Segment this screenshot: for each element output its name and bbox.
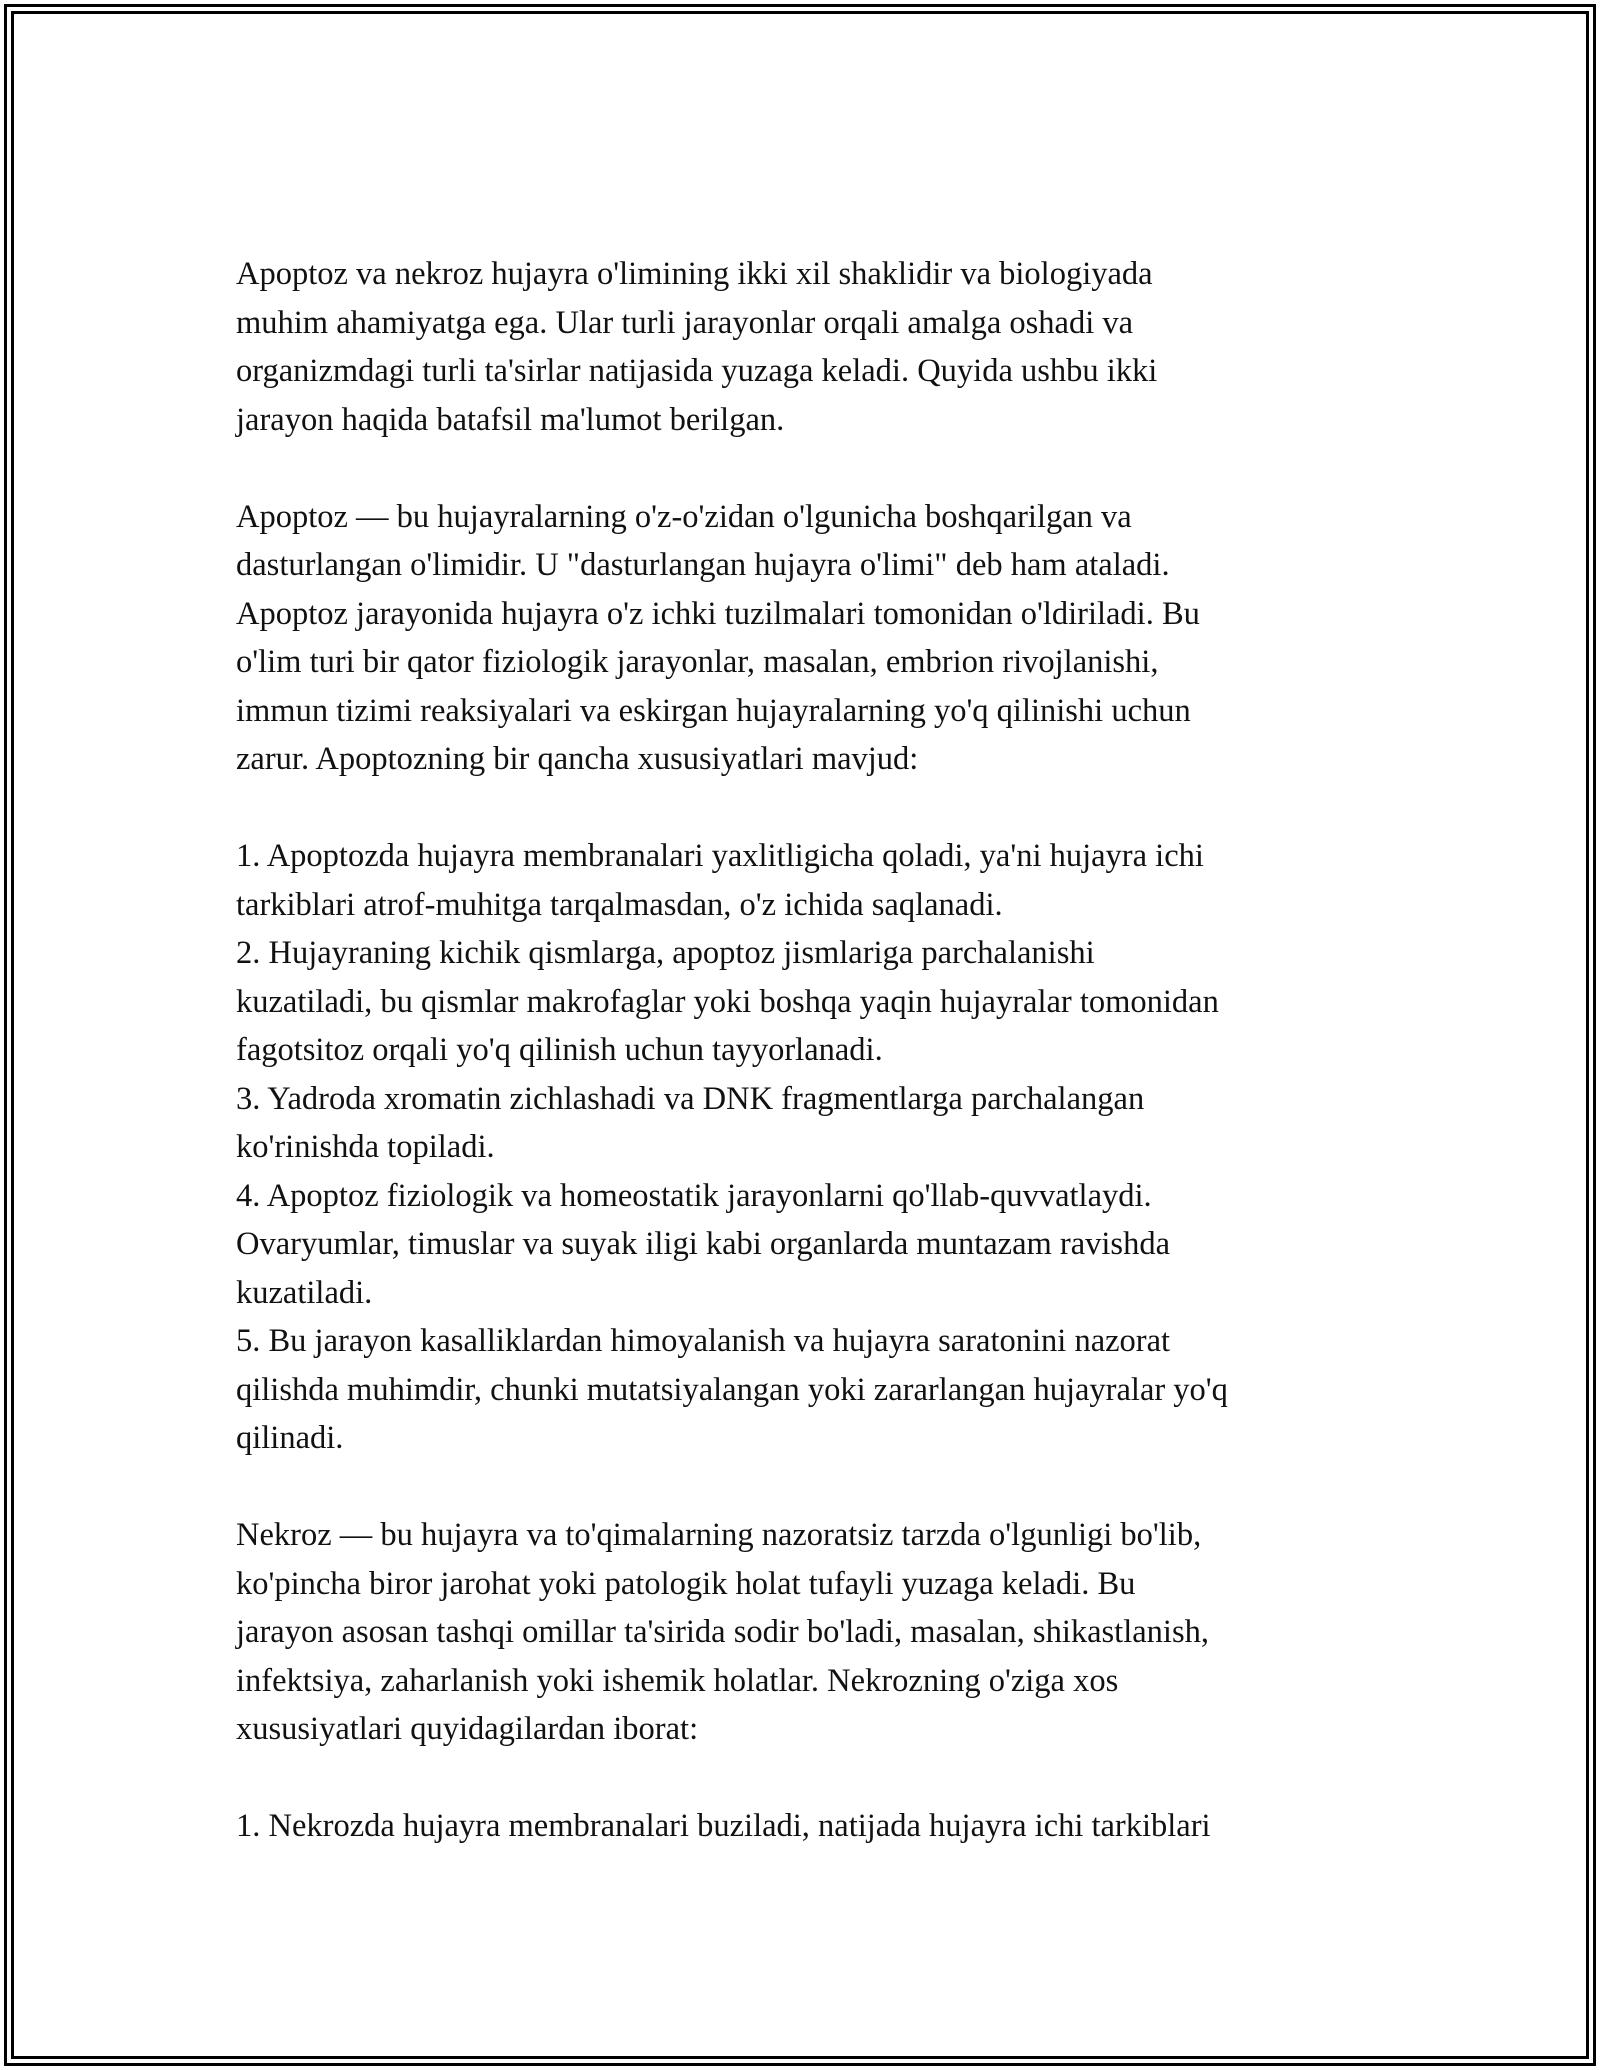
paragraph-spacer — [236, 1754, 1386, 1803]
apoptosis-list-item-5: 5. Bu jarayon kasalliklardan himoyalanish va hujayra saratonini nazorat qilishda muhimdir, chunki mutatsiyalangan yoki zararlangan hujayralar yo'q qilinadi. — [236, 1323, 1228, 1456]
apoptosis-list-item-3: 3. Yadroda xromatin zichlashadi va DNK fragmentlarga parchalangan ko'rinishda topiladi. — [236, 1080, 1145, 1165]
necrosis-list-item-1: 1. Nekrozda hujayra membranalari buziladi, natijada hujayra ichi tarkiblari — [236, 1808, 1211, 1844]
apoptosis-paragraph: Apoptoz — bu hujayralarning o'z-o'zidan o'lgunicha boshqarilgan va dasturlangan o'limidir. U "dasturlangan hujayra o'limi" deb ham ataladi. Apoptoz jarayonida hujayra o'z ichki tuzilmalari tomonidan o'ldiriladi. Bu o'lim turi bir qator fiziologik jarayonlar, masalan, embrion rivojlanishi, immun tizimi reaksiyalari va eskirgan hujayralarning yo'q qilinishi uchun zarur. Apoptozning bir qancha xususiyatlari mavjud: — [236, 498, 1200, 777]
paragraph-spacer — [236, 784, 1386, 833]
necrosis-paragraph: Nekroz — bu hujayra va to'qimalarning nazoratsiz tarzda o'lgunligi bo'lib, ko'pincha biror jarohat yoki patologik holat tufayli yuzaga keladi. Bu jarayon asosan tashqi omillar ta'sirida sodir bo'ladi, masalan, shikastlanish, infektsiya, zaharlanish yoki ishemik holatlar. Nekrozning o'ziga xos xususiyatlari quyidagilardan iborat: — [236, 1517, 1209, 1747]
apoptosis-list-item-2: 2. Hujayraning kichik qismlarga, apoptoz jismlariga parchalanishi kuzatiladi, bu qismlar makrofaglar yoki boshqa yaqin hujayralar tomonidan fagotsitoz orqali yo'q qilinish uchun tayyorlanadi. — [236, 935, 1219, 1068]
apoptosis-list-item-4: 4. Apoptoz fiziologik va homeostatik jarayonlarni qo'llab-quvvatlaydi. Ovaryumlar, timuslar va suyak iligi kabi organlarda muntazam ravishda kuzatiladi. — [236, 1177, 1171, 1311]
paragraph-spacer — [236, 1463, 1386, 1512]
paragraph-spacer — [236, 444, 1386, 493]
document-body — [236, 250, 1386, 1851]
apoptosis-list-item-1: 1. Apoptozda hujayra membranalari yaxlitligicha qoladi, ya'ni hujayra ichi tarkiblari atrof-muhitga tarqalmasdan, o'z ichida saqlanadi. — [236, 838, 1204, 923]
intro-paragraph: Apoptoz va nekroz hujayra o'limining ikki xil shaklidir va biologiyada muhim ahamiyatga ega. Ular turli jarayonlar orqali amalga oshadi va organizmdagi turli ta'sirlar natijasida yuzaga keladi. Quyida ushbu ikki jarayon haqida batafsil ma'lumot berilgan. — [236, 256, 1158, 438]
